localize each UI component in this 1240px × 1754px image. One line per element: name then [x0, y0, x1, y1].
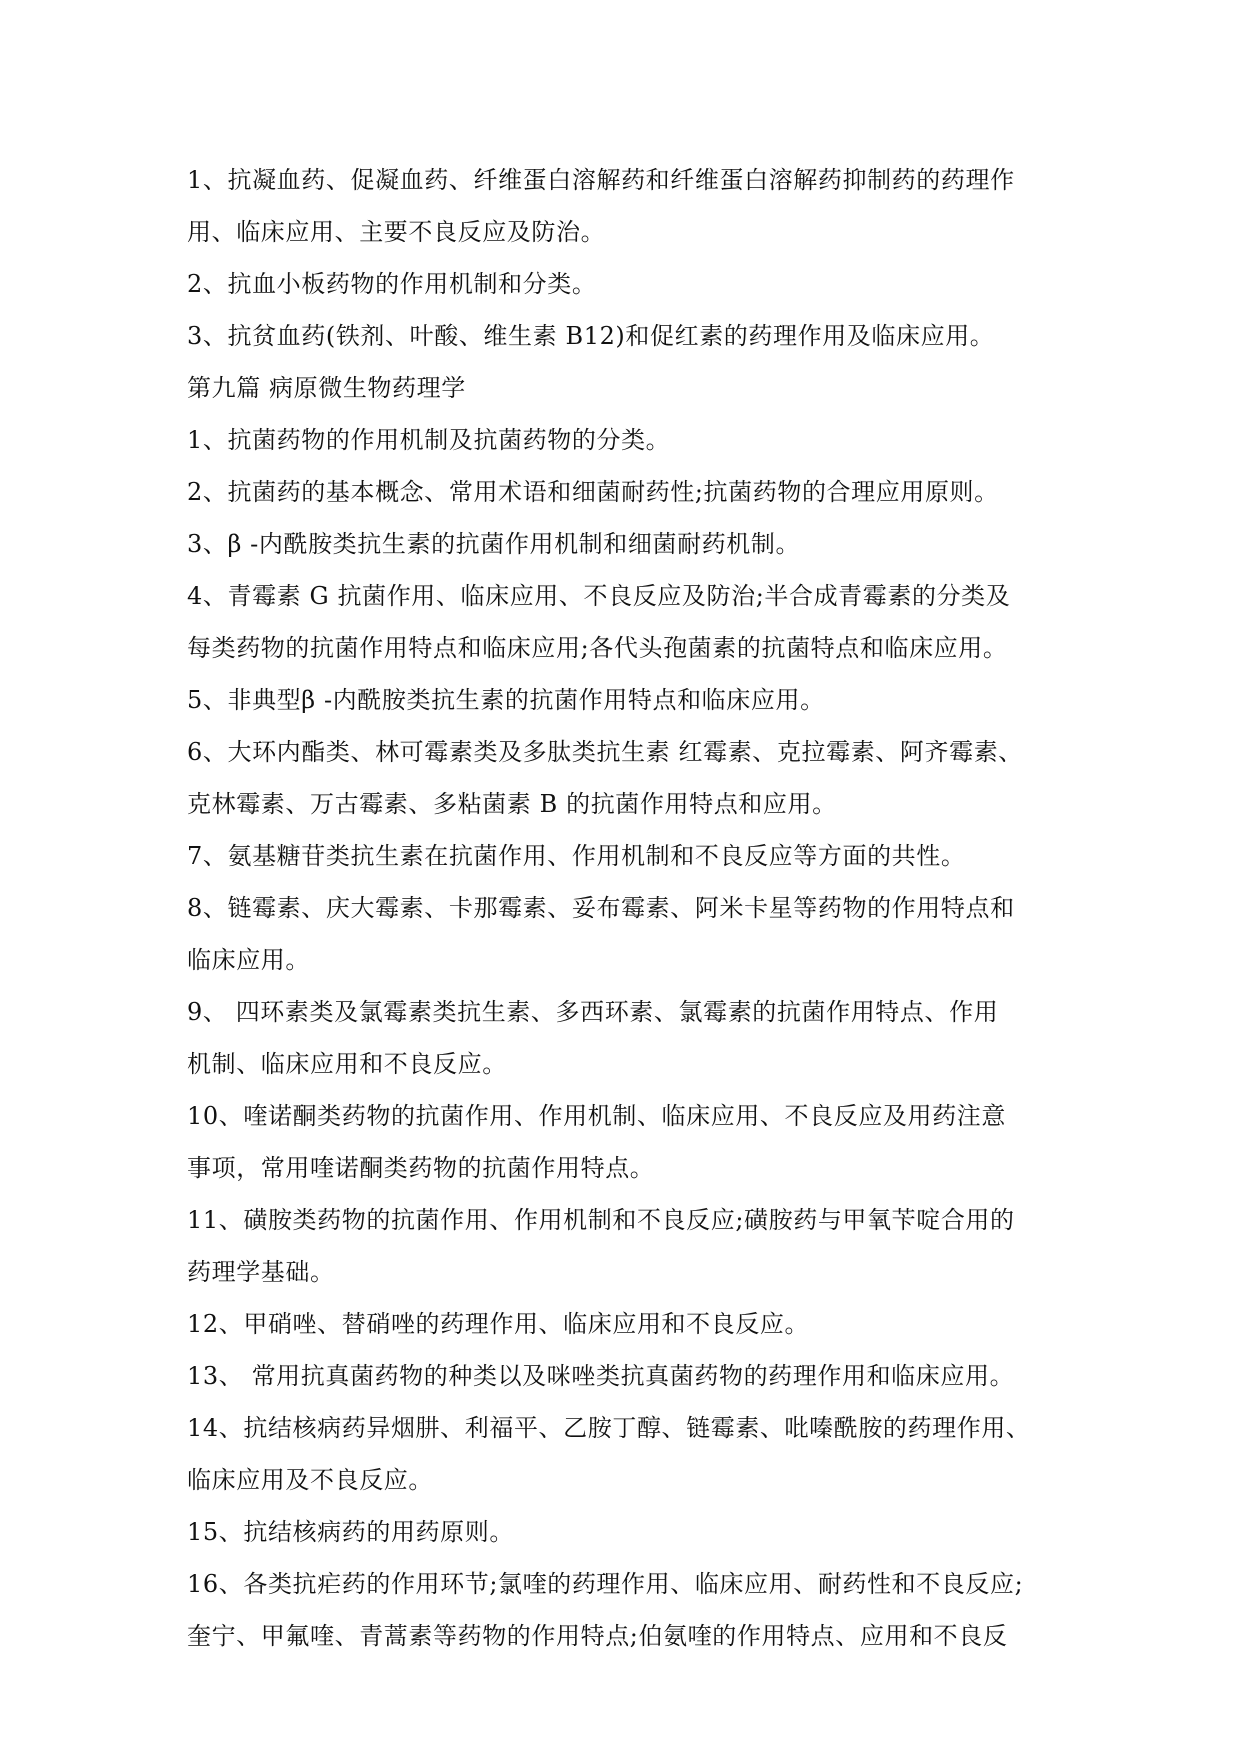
text-line: 12、甲硝唑、替硝唑的药理作用、临床应用和不良反应。 [187, 1310, 810, 1338]
text-line: 6、大环内酯类、林可霉素类及多肽类抗生素 红霉素、克拉霉素、阿齐霉素、 [187, 738, 1023, 766]
text-line: 药理学基础。 [187, 1258, 335, 1286]
text-line: 15、抗结核病药的用药原则。 [187, 1518, 514, 1546]
text-line: 用、临床应用、主要不良反应及防治。 [187, 218, 606, 246]
section-heading: 第九篇 病原微生物药理学 [187, 374, 466, 402]
text-line: 1、抗凝血药、促凝血药、纤维蛋白溶解药和纤维蛋白溶解药抑制药的药理作 [187, 166, 1015, 194]
text-line: 14、抗结核病药异烟肼、利福平、乙胺丁醇、链霉素、吡嗪酰胺的药理作用、 [187, 1414, 1031, 1442]
text-line: 16、各类抗疟药的作用环节;氯喹的药理作用、临床应用、耐药性和不良反应; [187, 1570, 1024, 1598]
text-line: 机制、临床应用和不良反应。 [187, 1050, 507, 1078]
text-line: 临床应用。 [187, 946, 310, 974]
text-line: 克林霉素、万古霉素、多粘菌素 B 的抗菌作用特点和应用。 [187, 790, 837, 818]
text-line: 4、青霉素 G 抗菌作用、临床应用、不良反应及防治;半合成青霉素的分类及 [187, 582, 1011, 610]
text-line: 临床应用及不良反应。 [187, 1466, 433, 1494]
text-line: 7、氨基糖苷类抗生素在抗菌作用、作用机制和不良反应等方面的共性。 [187, 842, 966, 870]
text-line: 3、抗贫血药(铁剂、叶酸、维生素 B12)和促红素的药理作用及临床应用。 [187, 322, 995, 350]
document-body [187, 154, 1067, 1662]
text-line: 13、 常用抗真菌药物的种类以及咪唑类抗真菌药物的药理作用和临床应用。 [187, 1362, 1015, 1390]
text-line: 事项，常用喹诺酮类药物的抗菌作用特点。 [187, 1154, 655, 1182]
text-line: 3、β -内酰胺类抗生素的抗菌作用机制和细菌耐药机制。 [187, 530, 801, 558]
text-line: 11、磺胺类药物的抗菌作用、作用机制和不良反应;磺胺药与甲氧苄啶合用的 [187, 1206, 1015, 1234]
text-line: 1、抗菌药物的作用机制及抗菌药物的分类。 [187, 426, 671, 454]
text-line: 9、 四环素类及氯霉素类抗生素、多西环素、氯霉素的抗菌作用特点、作用 [187, 998, 999, 1026]
text-line: 8、链霉素、庆大霉素、卡那霉素、妥布霉素、阿米卡星等药物的作用特点和 [187, 894, 1015, 922]
text-line: 2、抗菌药的基本概念、常用术语和细菌耐药性;抗菌药物的合理应用原则。 [187, 478, 999, 506]
text-line: 奎宁、甲氟喹、青蒿素等药物的作用特点;伯氨喹的作用特点、应用和不良反 [187, 1622, 1008, 1650]
text-line: 5、非典型β -内酰胺类抗生素的抗菌作用特点和临床应用。 [187, 686, 825, 714]
text-line: 10、喹诺酮类药物的抗菌作用、作用机制、临床应用、不良反应及用药注意 [187, 1102, 1006, 1130]
text-line: 每类药物的抗菌作用特点和临床应用;各代头孢菌素的抗菌特点和临床应用。 [187, 634, 1008, 662]
text-line: 2、抗血小板药物的作用机制和分类。 [187, 270, 597, 298]
